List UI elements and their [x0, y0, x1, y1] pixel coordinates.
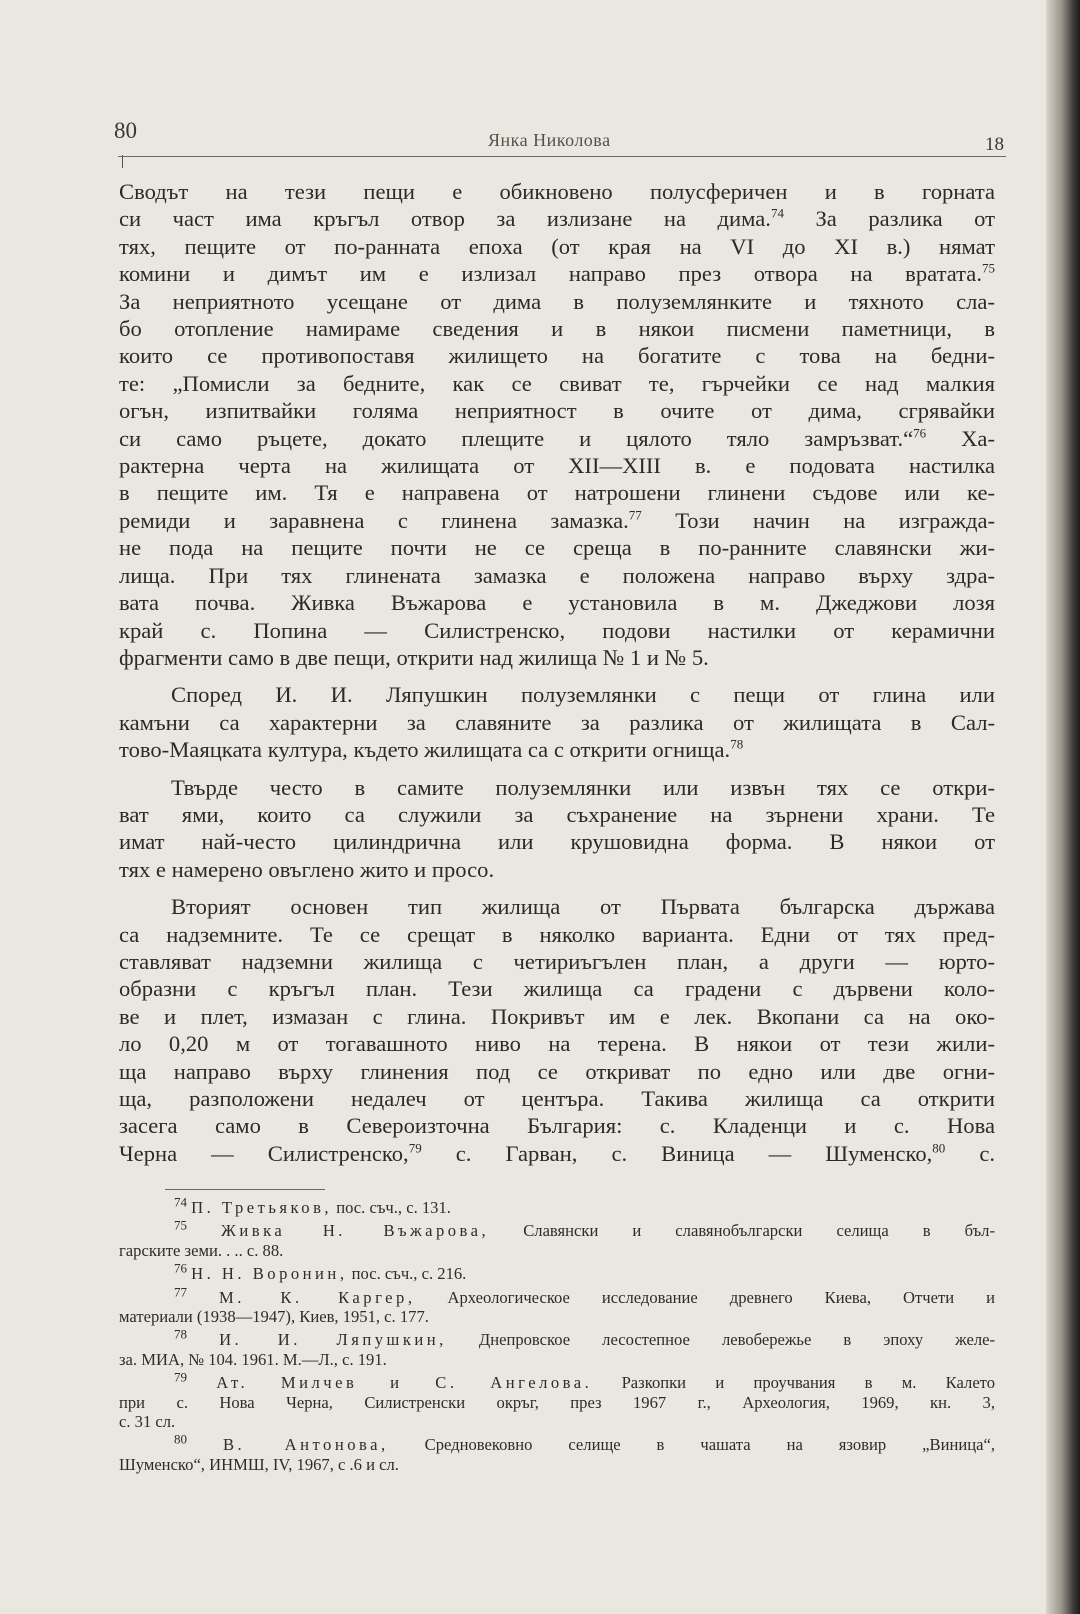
text-line: засега само в Североизточна България: с. Кладенци и с. Нова — [119, 1113, 995, 1139]
main-text — [119, 178, 995, 1167]
sheet-number: 18 — [985, 134, 1004, 155]
text-line: ло 0,20 м от тогавашното ниво на терена. В някои от тези жили- — [119, 1031, 995, 1057]
text-line: тово-Маяцката култура, където жилищата са с открити огнища.$^{78}$ — [119, 736, 744, 763]
text-line: образни с кръгъл план. Тези жилища са градени с дървени коло- — [119, 976, 995, 1002]
text-line: рактерна черта на жилищата от XII—XIII в. е подовата настилка — [119, 453, 995, 479]
text-line: камъни са характерни за славяните за разлика от жилищата в Сал- — [119, 709, 995, 735]
text-line: бо отопление намираме сведения и в някои писмени паметници, в — [119, 316, 995, 342]
text-line: лища. При тях глинената замазка е положена направо върху здра- — [119, 562, 995, 588]
footnote-ref: 78 — [730, 736, 744, 752]
text-line: те: „Помисли за бедните, как се свиват те, гърчейки се над малкия — [119, 370, 995, 396]
text-line: в пещите им. Тя е направена от натрошени глинени съдове или ке- — [119, 480, 995, 506]
text-line: Твърде често в самите полуземлянки или извън тях се откри- — [171, 774, 995, 800]
footnote-79: $^{79}$ Ат. Милчев и С. Ангелова. Разкопки и проучвания в м. Калето при с. Нова Черна, Силистренски окръг, през 1967 г., Археология, 1969, кн. 3, с. 31 сл. — [119, 1369, 996, 1432]
text-line: За неприятното усещане от дима в полуземлянките и тяхното сла- — [119, 288, 995, 314]
text-line: огън, изпитвайки голяма неприятност в очите от дима, сгрявайки — [119, 398, 995, 424]
margin-tick — [122, 155, 123, 168]
running-title: Янка Николова — [488, 130, 611, 150]
text-line: Според И. И. Ляпушкин полуземлянки с пещи от глина или — [171, 682, 995, 708]
text-line: ща, разположени недалеч от центъра. Такива жилища са открити — [119, 1086, 995, 1111]
text-line: тях, пещите от по-ранната епоха (от края на VI до XI в.) нямат — [119, 233, 995, 259]
footnote-76: $^{76}$ Н. Н. Воронин, пос. съч., с. 216. — [174, 1260, 467, 1284]
footnote-ref: 79 — [408, 1140, 422, 1156]
text-line: не пода на пещите почти не се среща в по-ранните славянски жи- — [119, 535, 995, 561]
text-line: имат най-често цилиндрична или крушовидна форма. В някои от — [119, 829, 995, 855]
text-line: които се противопоставя жилището на богатите с това на бедни- — [119, 343, 995, 369]
text-line: вата почва. Живка Въжарова е установила в м. Джеджови лозя — [119, 590, 995, 616]
text-line: си част има кръгъл отвор за излизане на дима.$^{74}$ За разлика от — [119, 205, 995, 232]
text-line: Черна — Силистренско,$^{79}$ с. Гарван, с. Виница — Шуменско,$^{80}$ с. — [119, 1140, 996, 1166]
text-line: ща направо върху глинения под се откриват по едно или две огни- — [119, 1058, 995, 1084]
footnote-74: $^{74}$ П. Третьяков, пос. съч., с. 131. — [174, 1194, 451, 1217]
footnote-rule — [165, 1189, 325, 1190]
text-line: ремиди и заравнена с глинена замазка.$^{77}$ Този начин на изгражда- — [119, 507, 996, 533]
footnote-78: $^{78}$ И. И. Ляпушкин, Днепровское лесостепное левобережье в эпоху желе- за. МИА, № 104. 1961. М.—Л., с. 191. — [119, 1326, 995, 1369]
footnote-77: $^{77}$ М. К. Каргер, Археологическое исследование древнего Киева, Отчети и материали (1938—1947), Киев, 1951, с. 177. — [119, 1284, 995, 1327]
text-line: комини и димът им е излизал направо през отвора на вратата.$^{75}$ — [119, 260, 995, 287]
page-number: 80 — [114, 118, 137, 143]
page-header — [110, 118, 1010, 158]
book-spine-shadow — [1046, 0, 1080, 1614]
text-line: край с. Попина — Силистренско, подови настилки от керамични — [119, 617, 995, 643]
text-line: са надземните. Те се срещат в няколко варианта. Едни от тях пред- — [119, 921, 995, 947]
text-line: Сводът на тези пещи е обикновено полусферичен и в горната — [119, 179, 995, 204]
text-line: фрагменти само в две пещи, открити над жилища № 1 и № 5. — [119, 644, 709, 670]
text-line: Вторият основен тип жилища от Първата българска държава — [171, 894, 995, 920]
footnotes — [119, 1194, 996, 1478]
footnote-ref: 77 — [628, 507, 642, 523]
text-line: ставляват надземни жилища с четириъгълен план, а други — юрто- — [119, 948, 995, 974]
footnote-80: $^{80}$ В. Антонова, Средновековно селище в чашата на язовир „Виница“, Шуменско“, ИНМШ, IV, 1967, с .6 и сл. — [119, 1431, 995, 1474]
footnote-ref: 76 — [913, 425, 927, 441]
footnote-ref: 80 — [932, 1140, 946, 1156]
text-line: ве и плет, измазан с глина. Покривът им е лек. Вкопани са на око- — [119, 1003, 995, 1029]
footnote-ref: 75 — [982, 260, 995, 276]
header-rule — [118, 156, 1006, 157]
footnote-75: $^{75}$ Живка Н. Въжарова, Славянски и славянобългарски селища в бъл- гарските земи. . .. с. 88. — [119, 1217, 995, 1260]
text-line: ват ями, които са служили за съхранение на зърнени храни. Те — [119, 801, 995, 827]
footnote-ref: 74 — [770, 205, 784, 221]
text-line: тях е намерено овъглено жито и просо. — [119, 856, 495, 882]
text-line: си само ръцете, докато плещите и цялото тяло замръзват.“$^{76}$ Ха- — [119, 425, 995, 451]
